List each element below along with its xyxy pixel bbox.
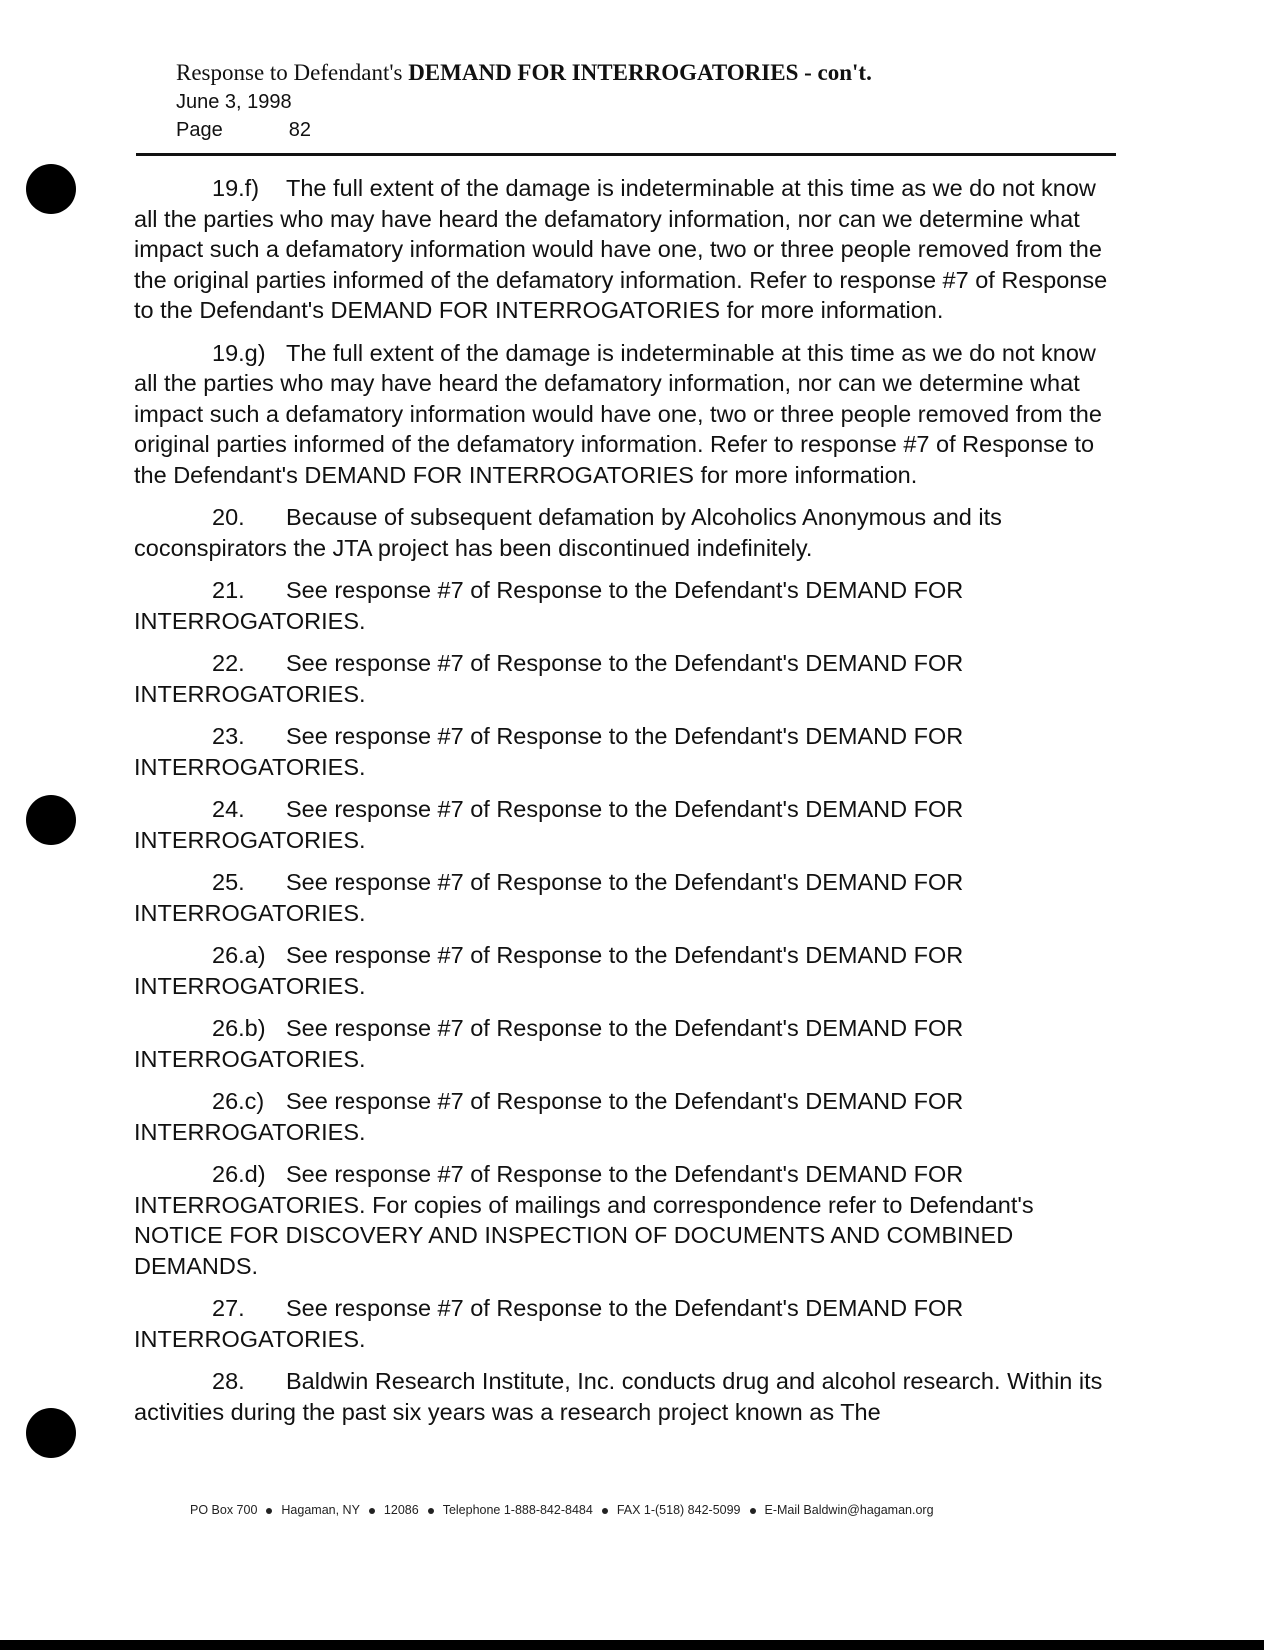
paragraph-text: See response #7 of Response to the Defendant's DEMAND FOR INTERROGATORIES. xyxy=(134,1295,964,1352)
paragraph-number: 19.f) xyxy=(212,175,260,201)
paragraph-number: 22. xyxy=(212,650,245,676)
paragraph-number: 25. xyxy=(212,869,245,895)
footer-email: E-Mail Baldwin@hagaman.org xyxy=(764,1503,934,1517)
paragraph-number: 24. xyxy=(212,796,245,822)
page-header xyxy=(176,58,1116,144)
paragraph xyxy=(134,1366,1114,1427)
paragraph-number: 26.d) xyxy=(212,1161,266,1187)
header-title xyxy=(176,58,1116,88)
bullet-icon xyxy=(602,1508,608,1514)
paragraph xyxy=(134,1086,1114,1147)
footer-fax: FAX 1-(518) 842-5099 xyxy=(616,1503,741,1517)
page-label: Page xyxy=(176,119,223,141)
paragraph-text: Because of subsequent defamation by Alcoholics Anonymous and its coconspirators the JTA project has been discontinued indefinitely. xyxy=(134,504,1002,561)
paragraph-text: See response #7 of Response to the Defendant's DEMAND FOR INTERROGATORIES. xyxy=(134,796,964,853)
paragraph xyxy=(134,502,1114,563)
bullet-icon xyxy=(428,1508,434,1514)
paragraph xyxy=(134,1159,1114,1281)
footer-telephone: Telephone 1-888-842-8484 xyxy=(442,1503,593,1517)
header-title-bold: DEMAND FOR INTERROGATORIES - con't. xyxy=(408,60,872,85)
paragraph-text: The full extent of the damage is indeterminable at this time as we do not know all the parties who may have heard the defamatory information, nor can we determine what impact such a defamatory information would have one, two or three people removed from the original parties informed of the defamatory information. Refer to response #7 of Response to the Defendant's DEMAND FOR INTERROGATORIES for more information. xyxy=(134,339,1102,488)
paragraph-number: 26.b) xyxy=(212,1015,266,1041)
punch-hole xyxy=(26,1408,76,1458)
paragraph xyxy=(134,794,1114,855)
bullet-icon xyxy=(369,1508,375,1514)
paragraph xyxy=(134,648,1114,709)
paragraph xyxy=(134,338,1114,491)
paragraph-number: 26.c) xyxy=(212,1088,265,1114)
header-title-prefix: Response to Defendant's xyxy=(176,60,409,85)
footer-city: Hagaman, NY xyxy=(281,1503,360,1517)
paragraph xyxy=(134,721,1114,782)
footer-address: PO Box 700 xyxy=(190,1503,258,1517)
bullet-icon xyxy=(266,1508,272,1514)
paragraph-text: See response #7 of Response to the Defendant's DEMAND FOR INTERROGATORIES. xyxy=(134,650,964,707)
paragraph-text: Baldwin Research Institute, Inc. conducts drug and alcohol research. Within its activities during the past six years was a research project known as The xyxy=(134,1368,1103,1425)
paragraph-number: 23. xyxy=(212,723,245,749)
page-footer xyxy=(190,1503,934,1517)
paragraph-text: See response #7 of Response to the Defendant's DEMAND FOR INTERROGATORIES. For copies of mailings and correspondence refer to Defendant's NOTICE FOR DISCOVERY AND INSPECTION OF DOCUMENTS AND COMBINED DEMANDS. xyxy=(134,1161,1034,1279)
paragraph-number: 27. xyxy=(212,1295,245,1321)
paragraph xyxy=(134,1013,1114,1074)
paragraph-text: See response #7 of Response to the Defendant's DEMAND FOR INTERROGATORIES. xyxy=(134,942,964,999)
paragraph-number: 28. xyxy=(212,1368,245,1394)
paragraph-number: 19.g) xyxy=(212,339,266,366)
paragraph-text: See response #7 of Response to the Defendant's DEMAND FOR INTERROGATORIES. xyxy=(134,723,964,780)
header-page xyxy=(176,116,1116,144)
paragraph xyxy=(134,1293,1114,1354)
document-body xyxy=(134,173,1114,1439)
paragraph-text: See response #7 of Response to the Defendant's DEMAND FOR INTERROGATORIES. xyxy=(134,1088,964,1145)
paragraph-text: The full extent of the damage is indeterminable at this time as we do not know all the parties who may have heard the defamatory information, nor can we determine what impact such a defamatory information would have one, two or three people removed from the the original parties informed of the defamatory information. Refer to response #7 of Response to the Defendant's DEMAND FOR INTERROGATORIES for more information. xyxy=(134,175,1108,323)
footer-zip: 12086 xyxy=(383,1503,419,1517)
punch-hole xyxy=(26,795,76,845)
paragraph xyxy=(134,867,1114,928)
paragraph-number: 26.a) xyxy=(212,942,266,968)
header-rule xyxy=(136,153,1116,156)
paragraph-number: 21. xyxy=(212,577,245,603)
paragraph xyxy=(134,173,1114,326)
bullet-icon xyxy=(750,1508,756,1514)
paragraph-text: See response #7 of Response to the Defendant's DEMAND FOR INTERROGATORIES. xyxy=(134,869,964,926)
page-number: 82 xyxy=(288,119,311,141)
paragraph-text: See response #7 of Response to the Defendant's DEMAND FOR INTERROGATORIES. xyxy=(134,577,964,634)
paragraph-number: 20. xyxy=(212,504,245,530)
punch-hole xyxy=(26,164,76,214)
paragraph-text: See response #7 of Response to the Defendant's DEMAND FOR INTERROGATORIES. xyxy=(134,1015,964,1072)
paragraph xyxy=(134,575,1114,636)
paragraph xyxy=(134,940,1114,1001)
header-date: June 3, 1998 xyxy=(176,91,292,113)
scan-edge-bar xyxy=(0,1640,1264,1650)
